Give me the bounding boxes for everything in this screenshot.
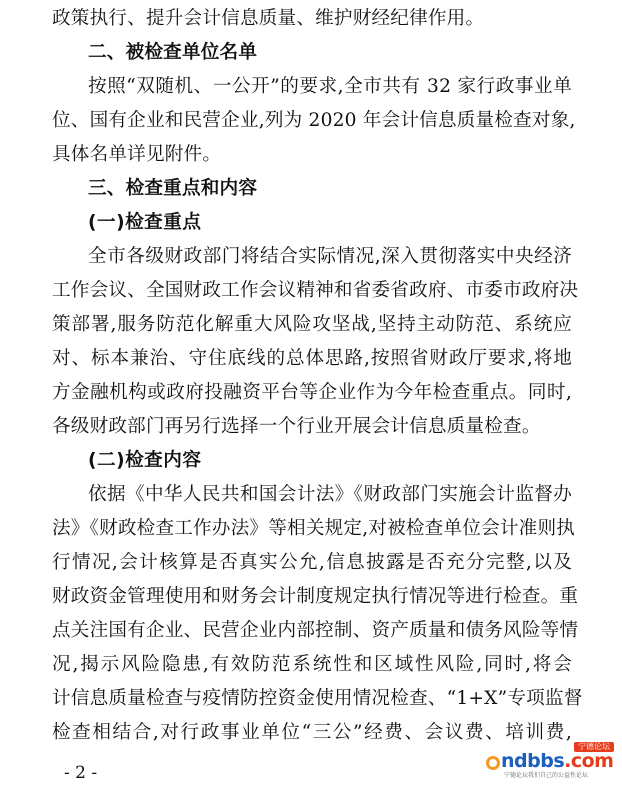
body-line: 策部署,服务防范化解重大风险攻坚战,坚持主动防范、系统应 bbox=[52, 314, 572, 335]
body-line: 具体名单详见附件。 bbox=[52, 144, 222, 165]
subsection-heading: (一)检查重点 bbox=[88, 212, 202, 233]
page-number: - 2 - bbox=[64, 763, 98, 783]
body-line: 各级财政部门再另行选择一个行业开展会计信息质量检查。 bbox=[52, 416, 541, 437]
body-line: 工作会议、全国财政工作会议精神和省委省政府、市委市政府决 bbox=[52, 280, 579, 301]
watermark-tagline: 宁德论坛我们自己的公益性论坛 bbox=[504, 772, 589, 779]
body-line: 财政资金管理使用和财务会计制度规定执行情况等进行检查。重 bbox=[52, 586, 579, 607]
section-heading: 二、被检查单位名单 bbox=[88, 42, 258, 63]
body-line: 行情况,会计核算是否真实公允,信息披露是否充分完整,以及 bbox=[52, 552, 572, 573]
body-line: 按照“双随机、一公开”的要求,全市共有 32 家行政事业单 bbox=[88, 76, 572, 97]
body-line: 方金融机构或政府投融资平台等企业作为今年检查重点。同时, bbox=[52, 382, 572, 403]
subsection-heading: (二)检查内容 bbox=[88, 450, 202, 471]
body-line: 况,揭示风险隐患,有效防范系统性和区域性风险,同时,将会 bbox=[52, 654, 572, 675]
body-line: 依据《中华人民共和国会计法》《财政部门实施会计监督办 bbox=[88, 484, 572, 505]
watermark-badge: 宁德论坛 bbox=[574, 742, 614, 752]
body-line: 计信息质量检查与疫情防控资金使用情况检查、“1+X”专项监督 bbox=[52, 688, 583, 709]
site-watermark bbox=[486, 742, 614, 782]
body-line: 点关注国有企业、民营企业内部控制、资产质量和债务风险等情 bbox=[52, 620, 579, 641]
watermark-logo-text: ndbbs bbox=[501, 750, 565, 772]
body-line: 位、国有企业和民营企业,列为 2020 年会计信息质量检查对象, bbox=[52, 110, 576, 131]
section-heading: 三、检查重点和内容 bbox=[88, 178, 258, 199]
body-line: 法》《财政检查工作办法》等相关规定,对被检查单位会计准则执 bbox=[52, 518, 576, 539]
body-line: 全市各级财政部门将结合实际情况,深入贯彻落实中央经济 bbox=[88, 246, 572, 267]
watermark-logo-suffix: .com bbox=[564, 750, 614, 772]
body-line: 政策执行、提升会计信息质量、维护财经纪律作用。 bbox=[52, 8, 485, 29]
body-line: 检查相结合,对行政事业单位“三公”经费、会议费、培训费, bbox=[52, 722, 572, 743]
body-line: 对、标本兼治、守住底线的总体思路,按照省财政厅要求,将地 bbox=[52, 348, 572, 369]
logo-ring-icon bbox=[486, 756, 500, 770]
watermark-logo bbox=[486, 750, 613, 772]
